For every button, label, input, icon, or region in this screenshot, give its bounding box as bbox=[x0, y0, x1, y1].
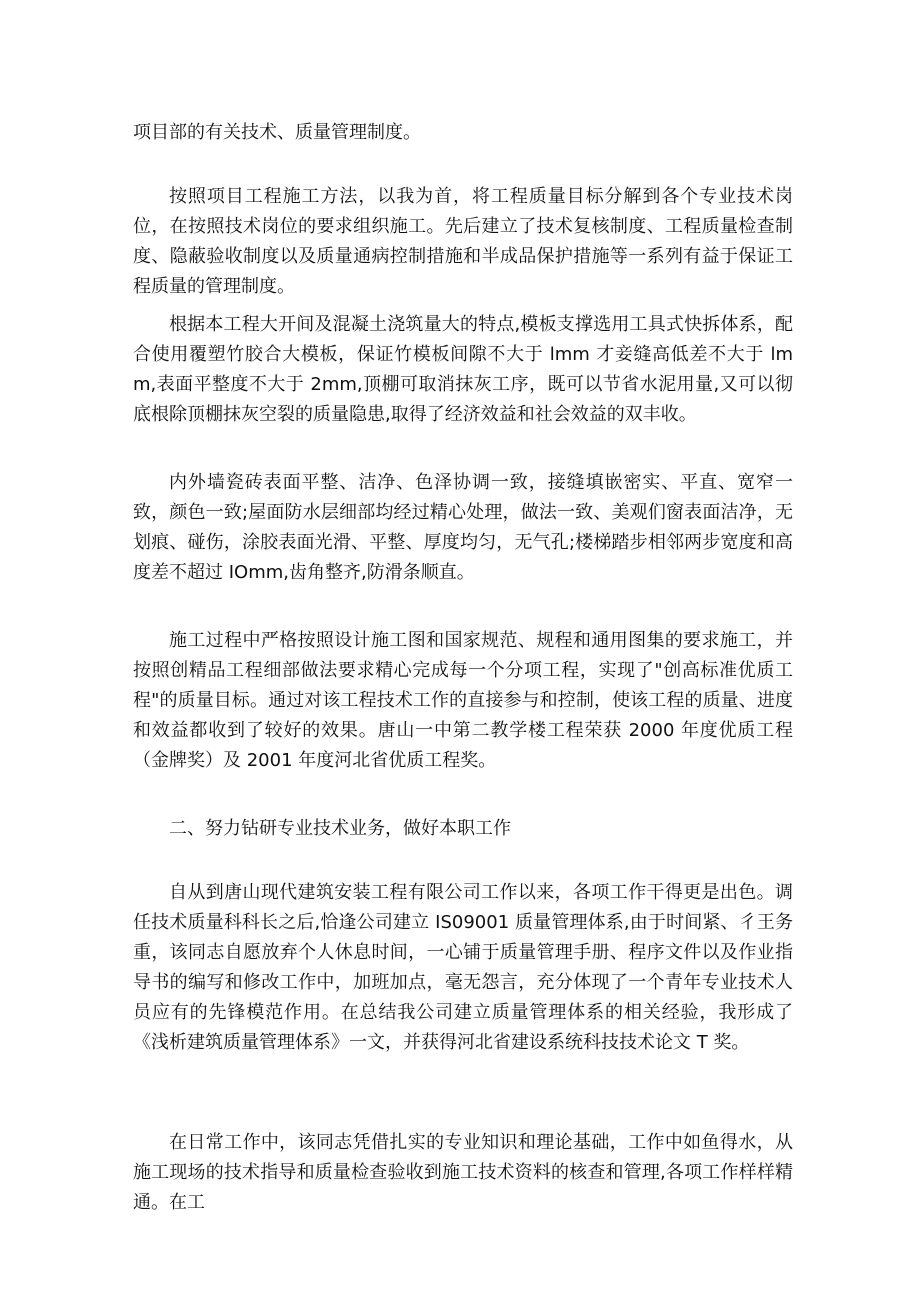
paragraph-quality-system: 自从到唐山现代建筑安装工程有限公司工作以来，各项工作干得更是出色。调任技术质量科科长之后,恰逢公司建立 IS09001 质量管理体系,由于时间紧、彳王务重，该同志自愿放弃个人休息时间，一心铺于质量管理手册、程序文件以及作业指导书的编写和修改工作中，加班加点，毫无怨言，充分体现了一个青年专业技术人员应有的先锋模范作用。在总结我公司建立质量管理体系的相关经验，我形成了《浅析建筑质量管理体系》一文，并获得河北省建设系统科技技术论文 T 奖。 bbox=[133, 882, 793, 1053]
paragraph-quality-targets: 按照项目工程施工方法，以我为首，将工程质量目标分解到各个专业技术岗位，在按照技术岗位的要求组织施工。先后建立了技术复核制度、工程质量检查制度、隐蔽验收制度以及质量通病控制措施和半成品保护措施等一系列有益于保证工程质量的管理制度。 bbox=[133, 186, 793, 297]
paragraph-construction-awards: 施工过程中严格按照设计施工图和国家规范、规程和通用图集的要求施工，并按照创精品工程细部做法要求精心完成每一个分项工程，实现了"创高标准优质工程"的质量目标。通过对该工程技术工作的直接参与和控制，使该工程的质量、进度和效益都收到了较好的效果。唐山一中第二教学楼工程荣获 2000 年度优质工程（金牌奖）及 2001 年度河北省优质工程奖。 bbox=[133, 630, 793, 771]
paragraph-daily-work: 在日常工作中，该同志凭借扎实的专业知识和理论基础，工作中如鱼得水，从施工现场的技术指导和质量检查验收到施工技术资料的核查和管理,各项工作样样精通。在工 bbox=[133, 1132, 793, 1213]
paragraph-tile-finishing: 内外墙瓷砖表面平整、洁净、色泽协调一致，接缝填嵌密实、平直、宽窄一致，颜色一致;屋面防水层细部均经过精心处理，做法一致、美观们窗表面洁净，无划痕、碰伤，涂胶表面光滑、平整、厚度均匀，无气孔;楼梯踏步相邻两步宽度和高度差不超过 IOmm,齿角整齐,防滑条顺直。 bbox=[133, 472, 793, 583]
paragraph-continuation: 项目部的有关技术、质量管理制度。 bbox=[133, 122, 421, 143]
section-heading-2: 二、努力钻研专业技术业务，做好本职工作 bbox=[169, 818, 511, 839]
paragraph-formwork-system: 根据本工程大开间及混凝土浇筑量大的特点,模板支撑选用工具式快拆体系，配合使用覆塑竹胶合大模板，保证竹模板间隙不大于 lmm 才妾缝高低差不大于 lmm,表面平整度不大于 2mm,顶棚可取消抹灰工序，既可以节省水泥用量,又可以彻底根除顶棚抹灰空裂的质量隐患,取得了经济效益和社会效益的双丰收。 bbox=[133, 314, 793, 425]
